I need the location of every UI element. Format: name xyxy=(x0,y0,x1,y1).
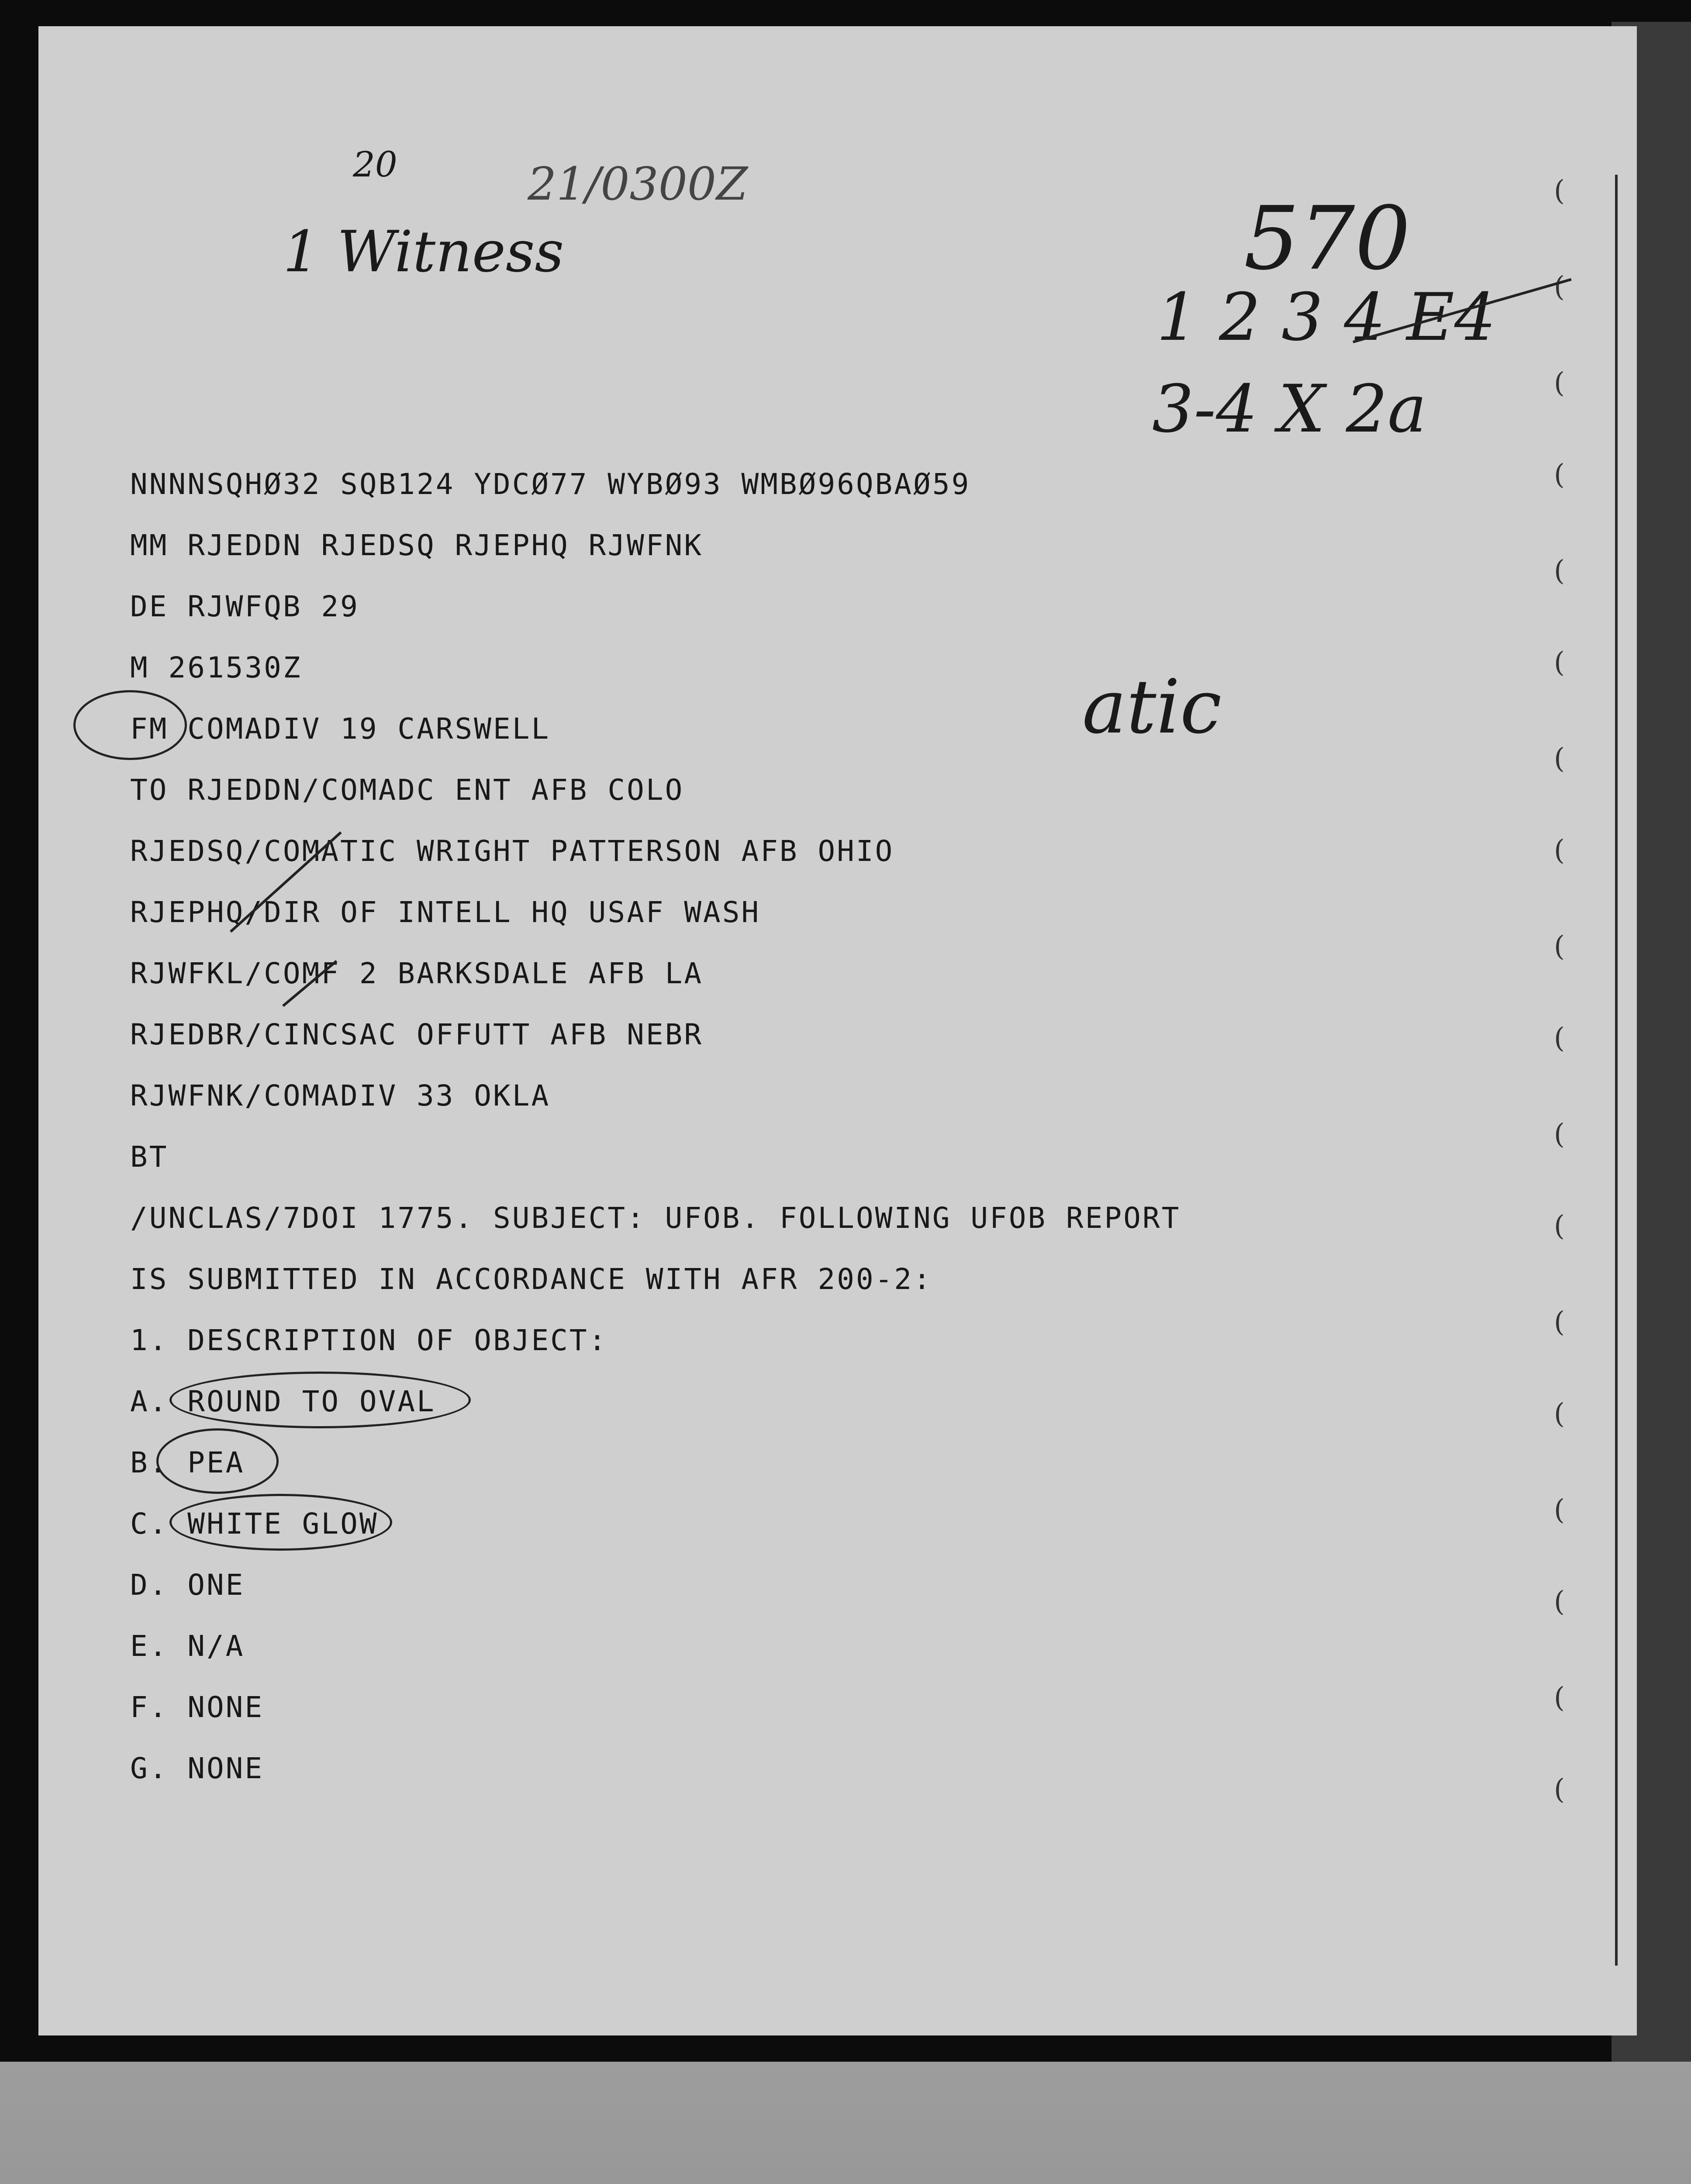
punch-mark: ( xyxy=(1554,1022,1565,1054)
teletype-document xyxy=(38,26,1637,2035)
item-color: C. WHITE GLOW xyxy=(130,1507,379,1541)
body-line: IS SUBMITTED IN ACCORDANCE WITH AFR 200-2: xyxy=(130,1262,932,1296)
punch-mark: ( xyxy=(1554,555,1565,587)
item-number: D. ONE xyxy=(130,1568,245,1602)
punch-mark: ( xyxy=(1554,930,1565,963)
address-line: RJEDSQ/COMATIC WRIGHT PATTERSON AFB OHIO xyxy=(130,834,894,868)
body-line: /UNCLAS/7DOI 1775. SUBJECT: UFOB. FOLLOWING UFOB REPORT xyxy=(130,1201,1181,1235)
punch-mark: ( xyxy=(1554,1210,1565,1242)
address-line: RJWFKL/COMF 2 BARKSDALE AFB LA xyxy=(130,957,704,990)
break-marker: BT xyxy=(130,1140,169,1174)
punch-mark: ( xyxy=(1554,1306,1565,1338)
punch-mark: ( xyxy=(1554,175,1565,207)
routing-line: DE RJWFQB 29 xyxy=(130,590,359,623)
punch-mark: ( xyxy=(1554,1586,1565,1618)
address-line: RJWFNK/COMADIV 33 OKLA xyxy=(130,1079,551,1113)
handwritten-category-1: 1 2 3 4 E4 xyxy=(1156,280,1496,356)
punch-mark: ( xyxy=(1554,1398,1565,1430)
punch-mark: ( xyxy=(1554,1494,1565,1526)
handwritten-witness-note: 1 Witness xyxy=(283,218,564,285)
punch-mark: ( xyxy=(1554,459,1565,491)
body-line: 1. DESCRIPTION OF OBJECT: xyxy=(130,1324,608,1357)
punch-mark: ( xyxy=(1554,743,1565,775)
routing-line: M 261530Z xyxy=(130,651,302,684)
item-formation: E. N/A xyxy=(130,1629,245,1663)
handwritten-atic-note: atic xyxy=(1082,664,1222,750)
punch-mark: ( xyxy=(1554,1118,1565,1151)
handwritten-number: 20 xyxy=(353,144,397,185)
item-shape: A. ROUND TO OVAL xyxy=(130,1385,436,1418)
address-line: TO RJEDDN/COMADC ENT AFB COLO xyxy=(130,773,684,807)
punch-mark: ( xyxy=(1554,834,1565,867)
handwritten-category-2: 3-4 X 2a xyxy=(1152,371,1427,447)
item-circle-mark xyxy=(169,1372,471,1428)
item-trail: G. NONE xyxy=(130,1752,264,1785)
routing-line: NNNNSQHØ32 SQB124 YDCØ77 WYBØ93 WMBØ96QBAØ59 xyxy=(130,467,971,501)
punch-mark: ( xyxy=(1554,367,1565,399)
address-line-from: FM COMADIV 19 CARSWELL xyxy=(130,712,551,746)
fm-circle-mark xyxy=(73,690,187,760)
punch-mark: ( xyxy=(1554,646,1565,679)
punch-mark: ( xyxy=(1554,1682,1565,1714)
page-margin-rule xyxy=(1615,175,1618,1966)
address-line: RJEPHQ/DIR OF INTELL HQ USAF WASH xyxy=(130,895,761,929)
item-size: B. PEA xyxy=(130,1446,245,1479)
item-circle-mark xyxy=(169,1494,392,1551)
punch-mark: ( xyxy=(1554,271,1565,303)
underlying-page xyxy=(0,2062,1691,2184)
punch-mark: ( xyxy=(1554,1773,1565,1806)
address-line: RJEDBR/CINCSAC OFFUTT AFB NEBR xyxy=(130,1018,704,1051)
handwritten-time: 21/0300Z xyxy=(528,157,748,211)
handwritten-file-number: 570 xyxy=(1244,188,1411,290)
item-features: F. NONE xyxy=(130,1690,264,1724)
routing-line: MM RJEDDN RJEDSQ RJEPHQ RJWFNK xyxy=(130,529,704,562)
item-circle-mark xyxy=(156,1428,279,1494)
